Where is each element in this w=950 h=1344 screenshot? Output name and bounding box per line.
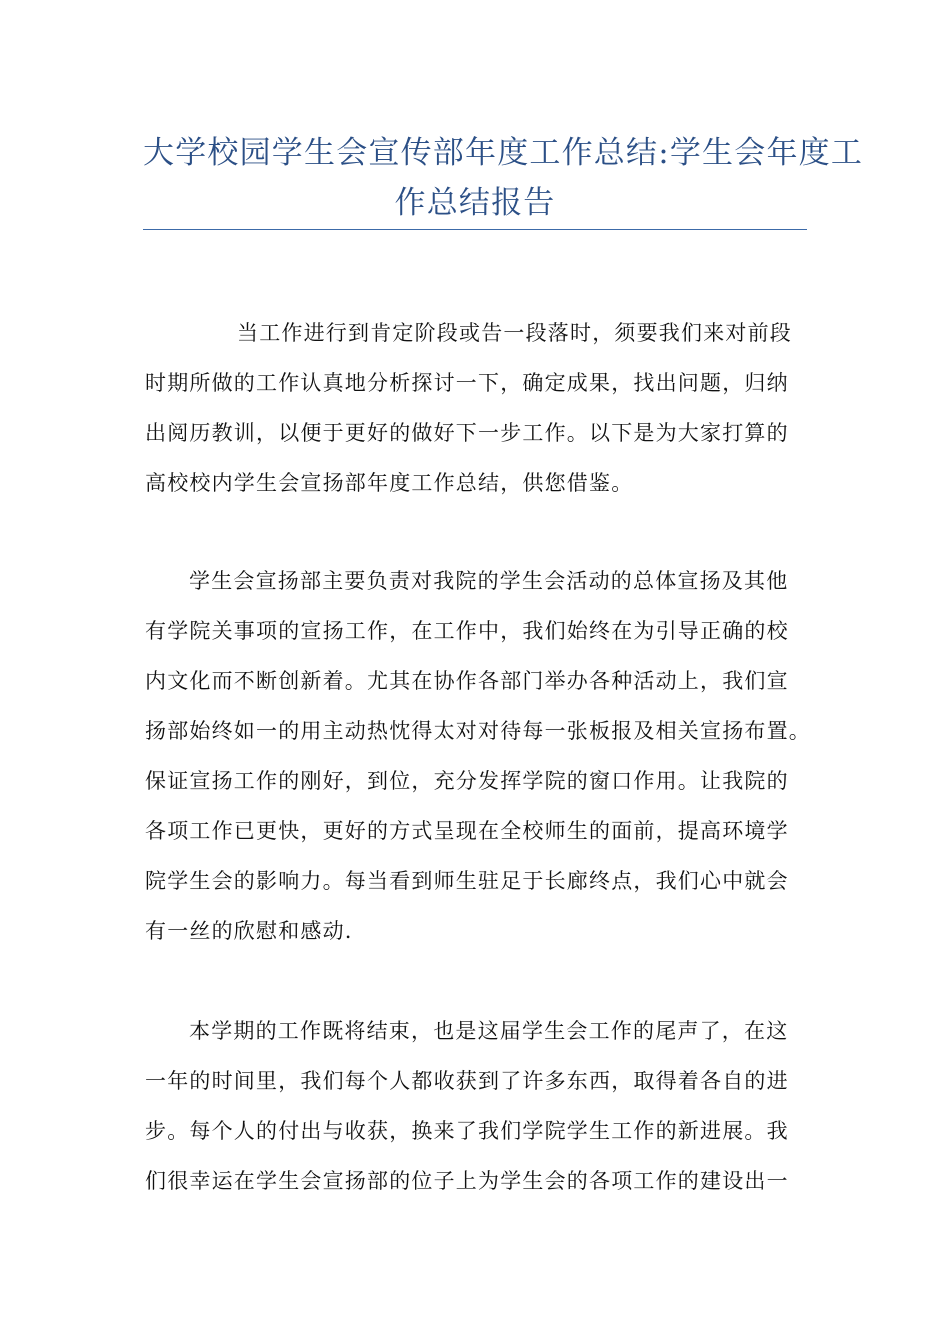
- paragraph-line: 们很幸运在学生会宣扬部的位子上为学生会的各项工作的建设出一: [145, 1169, 789, 1193]
- paragraph-line: 保证宣扬工作的刚好，到位，充分发挥学院的窗口作用。让我院的: [145, 769, 789, 793]
- paragraph-line: 院学生会的影响力。每当看到师生驻足于长廊终点，我们心中就会: [145, 869, 789, 893]
- paragraph-line: 有学院关事项的宣扬工作，在工作中，我们始终在为引导正确的校: [145, 619, 789, 643]
- document-title: [143, 128, 864, 228]
- paragraph-line: 出阅历教训，以便于更好的做好下一步工作。以下是为大家打算的: [145, 421, 789, 445]
- title-line-2: 作总结报告: [394, 185, 556, 221]
- paragraph-line: 步。每个人的付出与收获，换来了我们学院学生工作的新进展。我: [145, 1119, 789, 1143]
- paragraph-line: 扬部始终如一的用主动热忱得太对对待每一张板报及相关宣扬布置。: [145, 719, 811, 743]
- title-line-1: 大学校园学生会宣传部年度工作总结:学生会年度工: [143, 135, 864, 171]
- title-underline: [143, 229, 807, 230]
- paragraph-line: 有一丝的欣慰和感动.: [145, 919, 353, 943]
- paragraph-line: 内文化而不断创新着。尤其在协作各部门举办各种活动上，我们宣: [145, 669, 789, 693]
- paragraph-1: [145, 308, 809, 508]
- paragraph-line: 学生会宣扬部主要负责对我院的学生会活动的总体宣扬及其他: [189, 569, 789, 593]
- paragraph-line: 一年的时间里，我们每个人都收获到了许多东西，取得着各自的进: [145, 1069, 789, 1093]
- paragraph-line: 时期所做的工作认真地分析探讨一下，确定成果，找出问题，归纳: [145, 371, 789, 395]
- paragraph-line: 高校校内学生会宣扬部年度工作总结，供您借鉴。: [145, 471, 634, 495]
- paragraph-2: [145, 556, 809, 956]
- paragraph-line: 本学期的工作既将结束，也是这届学生会工作的尾声了，在这: [189, 1019, 789, 1043]
- paragraph-line: 当工作进行到肯定阶段或告一段落时，须要我们来对前段: [237, 321, 792, 345]
- paragraph-3: [145, 1006, 809, 1206]
- paragraph-line: 各项工作已更快，更好的方式呈现在全校师生的面前，提高环境学: [145, 819, 789, 843]
